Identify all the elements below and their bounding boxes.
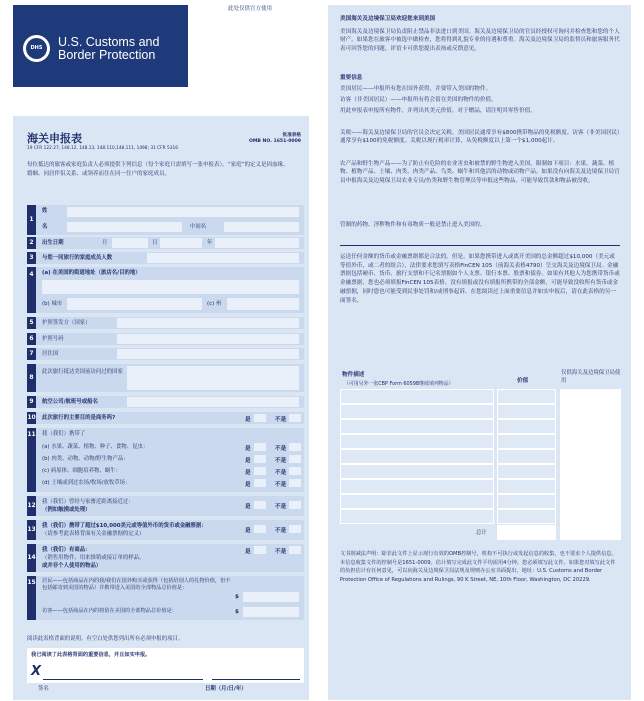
carry-a-yes-checkbox[interactable] (254, 443, 266, 451)
item-value-cell[interactable] (497, 449, 556, 464)
field-5-passport-country: 5 护照签发方（国家） (27, 317, 304, 329)
field-1-name: 1 姓 名 中间名 (27, 205, 304, 235)
family-count-input[interactable] (147, 253, 299, 263)
field-3-family-count: 3 与您一同旅行的家庭成员人数 (27, 252, 304, 264)
carry-c-no-checkbox[interactable] (289, 467, 301, 475)
official-use-column (560, 389, 621, 540)
birth-year-input[interactable] (215, 238, 299, 248)
use-form-info: 用此申报表申报所有物件，并列出其美元价值。对于赠品，请注明其零售价值。 (340, 108, 536, 114)
birth-day-input[interactable] (160, 238, 202, 248)
item-value-cell[interactable] (497, 404, 556, 419)
field-12-livestock: 12 我（我们）曾经与家畜近距离接近过： （例如触摸或处理） 是 不是 (27, 496, 304, 516)
residents-info: 美国居民——申报所有您在国外获得，并要带入美国的物件。 (340, 86, 492, 92)
form-intro: 每位抵达的旅客或家庭负责人必须提供下列信息（每个家庭只需填写一张申报表）。“家庭”的定义是因血缘、婚姻、同居伴侣关系、或领养而住在同一住户的家庭成员。 (27, 162, 289, 177)
item-description-cell[interactable] (340, 494, 494, 509)
street-address-input[interactable] (42, 280, 299, 294)
item-value-cell[interactable] (497, 389, 556, 404)
signature-area[interactable]: 我已阅读了此表格背面的重要信息，并且如实申报。 X (27, 648, 304, 683)
date-label: 日期（月/日/年） (205, 686, 247, 692)
currency-info: 运送任何金额的货币或金融票据都是合法的。但是，如果您携带进入或离开美国的总金额超过$10,000（美元或等值外币，或二者的组合），法律要求您填写表格FinCEN 105（前海关表格4790）呈交海关及边境保卫局。金融票据包括硬币、货币、旅行支票和不记名票据如个人支票、银行本票、股票和债券。如果有其他人为您携带货币或金融票据，您也必须填报FinCEN 105表格。没有填报或没有填报所携带的全部金额，可能导致没收所有货币或金融票据，同时您也可能受到民事处罚和/或刑事起诉。在您阅读过上面重要信息并如实申报后，请在此表格的另一面签名。 (340, 254, 620, 304)
item-description-cell[interactable] (340, 419, 494, 434)
item-value-cell[interactable] (497, 479, 556, 494)
countries-visited-input[interactable] (127, 366, 299, 390)
item-description-cell[interactable] (340, 404, 494, 419)
item-value-cell[interactable] (497, 434, 556, 449)
field-13-currency: 13 我（我们）携带了超过$10,000美元或等值外币的货币或金融票据： （请参考此表格背面有关金融票据的定义） 是 不是 (27, 520, 304, 540)
item-description-cell[interactable] (340, 434, 494, 449)
business-no-checkbox[interactable] (289, 414, 301, 422)
duty-info: 关税——海关及边境保卫局的官员会决定关税。美国居民通常享有$800携带物品的免税额度。访客（非美国居民）通常享有$100的免税额度。关税以现行税率计算，从免税额度以上第一个$1,000起计。 (340, 130, 620, 145)
last-name-input[interactable] (67, 207, 299, 217)
commercial-no-checkbox[interactable] (289, 546, 301, 554)
field-9-flight: 9 航空公司/航班号或船名 (27, 396, 304, 408)
carry-b-yes-checkbox[interactable] (254, 455, 266, 463)
flight-number-input[interactable] (127, 397, 299, 407)
field-2-birthdate: 2 出生日期 月 日 年 (27, 237, 304, 249)
field-14-commercial: 14 我（我们）有商品： （销售用物件、用来推销或接订单的样品、 或并非个人使用的物品） 是 不是 (27, 544, 304, 572)
signature-label: 签名 (38, 686, 49, 692)
middle-name-input[interactable] (224, 222, 299, 232)
carry-a-no-checkbox[interactable] (289, 443, 301, 451)
paperwork-notice: 文书削减法声明：除非此文件上显示现行有效的OMB控制号，机构不可执行或发起信息的收集，也不要求个人提供信息。本信息收集文件的控制号是1651-0009。估计填写完成此文件平均需用4分钟。您必须填写此文件。如果您对填写此文件的负担估计有任何意见，可以向海关及边境保卫局法规及规则办公室书面提出，地址：U.S. Customs and Border Protection Office of Regulations and Rulings, 90 K Street, NE, 10th Floor, Washington, DC 20229. (340, 551, 617, 583)
official-use-note: 此处仅供官方使用 (228, 6, 273, 12)
welcome-body: 美国海关及边境保卫局负责阻止禁品非法进口到美国。海关及边境保卫局的官员经授权可询问并检查您和您的个人财产。如果您在旅客中被选中做检查，您将得到礼貌专业的待遇和尊重。海关及边境保卫局的监督员和旅客服务代表可回答您的问题。评语卡可供您提出表扬或反馈意见。 (340, 29, 620, 52)
agri-info: 农产品和野生物产品——为了防止有危险的农业害虫和被禁的野生物进入美国，限制如下项目：水果、蔬菜、植物、植物产品、土壤、肉类、肉类产品、鸟类、蜗牛和其他活的动物或动物产品。如果没有向海关及边境保卫局官员申报海关及边境保卫局农业专员/鱼类和野生物管理员等申报这些物品，可能导致罚款和物品被没收。 (340, 161, 620, 184)
agency-header (13, 5, 188, 87)
form-title: 海关申报表 (27, 132, 82, 145)
item-value-cell[interactable] (497, 419, 556, 434)
item-description-cell[interactable] (340, 449, 494, 464)
field-7-residence-country: 7 居住国 (27, 348, 304, 360)
currency-no-checkbox[interactable] (289, 525, 301, 533)
item-description-cell[interactable] (340, 479, 494, 494)
carry-c-yes-checkbox[interactable] (254, 467, 266, 475)
livestock-no-checkbox[interactable] (289, 501, 301, 509)
item-description-cell[interactable] (340, 389, 494, 404)
form-back (328, 5, 631, 700)
carry-b-no-checkbox[interactable] (289, 455, 301, 463)
visitor-value-input[interactable] (243, 607, 299, 617)
welcome-heading: 美国海关及边境保卫局欢迎您来到美国 (340, 16, 436, 22)
controlled-info: 管制的药物、淫秽物件和有毒物质一般是禁止进入美国的。 (340, 222, 486, 228)
commercial-yes-checkbox[interactable] (254, 546, 266, 554)
item-description-cell[interactable] (340, 509, 494, 524)
field-10-business-trip: 10 此次旅行的主要目的是商务吗? 是 不是 (27, 412, 304, 424)
important-heading: 重要信息 (340, 75, 363, 81)
field-6-passport-number: 6 护照号码 (27, 333, 304, 345)
passport-number-input[interactable] (117, 334, 299, 344)
carry-d-yes-checkbox[interactable] (254, 479, 266, 487)
item-description-cell[interactable] (340, 464, 494, 479)
field-8-countries-visited: 8 此次旅行抵达美国前访问过的国家 (27, 364, 304, 392)
business-yes-checkbox[interactable] (254, 414, 266, 422)
currency-yes-checkbox[interactable] (254, 525, 266, 533)
omb-number: OMB NO. 1651-0009 (248, 139, 301, 144)
signature-x-mark: X (31, 664, 42, 679)
state-input[interactable] (227, 298, 299, 310)
item-value-cell[interactable] (497, 509, 556, 524)
carry-d-no-checkbox[interactable] (289, 479, 301, 487)
field-15-total-value: 15 居民——包括商品在内的我/我们在国外购买或获得（包括给别人的礼物价值，但不包括邮寄到美国的物品）并携带进入美国的全部物品总价值是： 访客——包括商品在内的将留在美国的全部物品总价值是： $ $ (27, 576, 304, 620)
items-table: 物件描述 （可用另外一张CBP Form 6059B继续填列物品） 价值 仅供海关及边境保卫局使用 (342, 370, 621, 387)
birth-month-input[interactable] (112, 238, 148, 248)
cfr-line: 19 CFR 122.27, 148.12, 148.13, 148.110,148.111, 1498; 31 CFR 5316 (27, 146, 178, 151)
item-value-cell[interactable] (497, 494, 556, 509)
first-name-input[interactable] (67, 222, 182, 232)
total-label: 总计 (476, 530, 487, 536)
field-11-carrying: 11 我（我们）携带了 (a) 水果、蔬菜、植物、种子、食物、昆虫： (b) 肉类、动物、动物/野生物产品： (c) 病原体、细胞培养物、蜗牛： (d) 土壤或到过农场/牧场/放牧草场： 是 不是 是 不是 是 不是 是 不是 (27, 428, 304, 492)
total-value-cell[interactable] (497, 525, 556, 540)
approval-label: 批准表格 (282, 133, 301, 138)
residence-country-input[interactable] (117, 349, 299, 359)
field-4-address: 4 (a) 在美国的街道地址（旅店名/目的地） (b) 城市 (c) 州 (27, 267, 304, 313)
city-input[interactable] (67, 298, 202, 310)
passport-country-input[interactable] (117, 318, 299, 328)
dhs-seal-icon: DHS (23, 35, 50, 62)
back-note: 阅读此表格背面的说明。有空白处供您列出所有必须申报的项目。 (27, 636, 184, 642)
livestock-yes-checkbox[interactable] (254, 501, 266, 509)
agency-name: U.S. Customs and Border Protection (58, 35, 160, 62)
item-value-cell[interactable] (497, 464, 556, 479)
resident-value-input[interactable] (243, 592, 299, 602)
visitors-info: 访客（非美国居民）——申报所有将会留在美国的物件的价值。 (340, 97, 497, 103)
